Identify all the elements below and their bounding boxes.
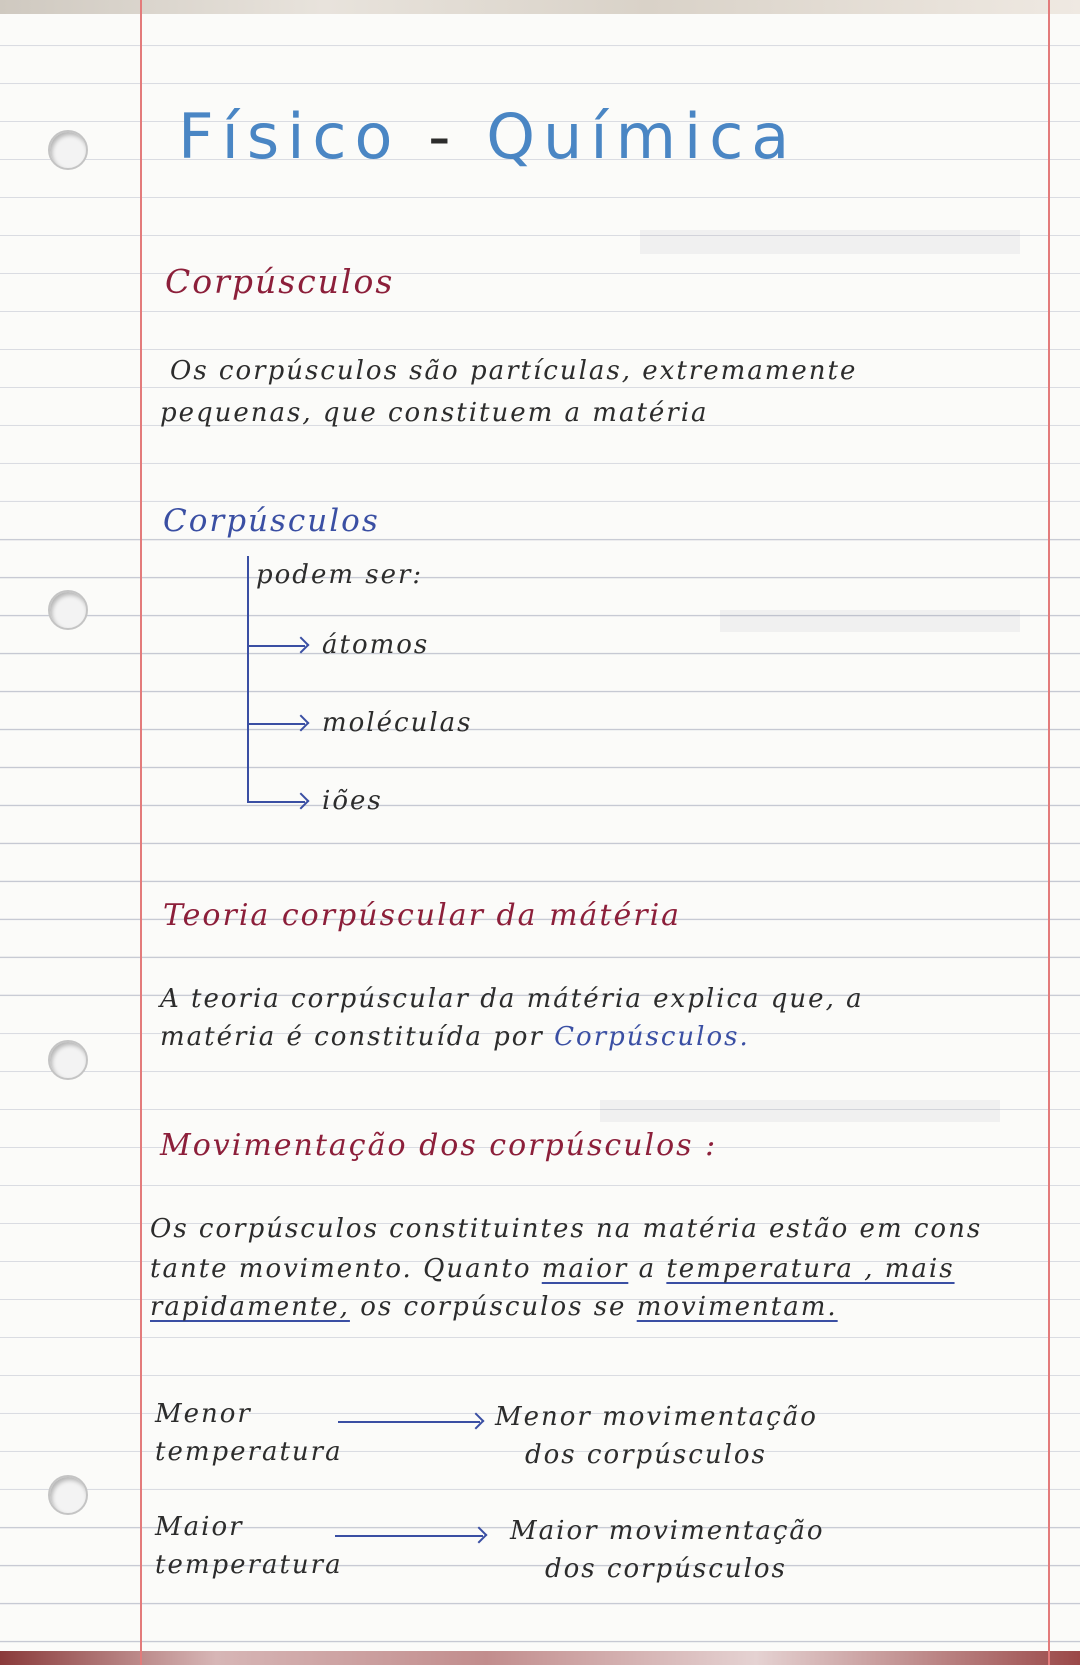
- right-margin-line: [1048, 0, 1050, 1665]
- relation-2-right-line-2: dos corpúsculos: [545, 1554, 787, 1584]
- relation-2-arrow: [335, 1535, 483, 1537]
- page-top-edge: [0, 0, 1080, 14]
- relation-2-right-line-1: Maior movimentação: [510, 1516, 825, 1546]
- teoria-line-2: [160, 1018, 750, 1056]
- bleed-through-mark: [640, 230, 1020, 254]
- section-heading-movimentacao: Movimentação dos corpúsculos :: [160, 1128, 718, 1163]
- relation-1-left-line-1: Menor: [155, 1399, 252, 1429]
- teoria-line-1: A teoria corpúscular da mátéria explica que, a: [160, 984, 864, 1014]
- section-heading-teoria: Teoria corpúscular da mátéria: [163, 898, 682, 933]
- binder-hole: [48, 130, 88, 170]
- movimento-line-2-a: a: [638, 1254, 657, 1284]
- movimento-line-3: [150, 1288, 838, 1326]
- title-left: Físico: [178, 100, 401, 173]
- definition-line-2: pequenas, que constituem a matéria: [160, 398, 709, 428]
- left-margin-line: [140, 0, 142, 1665]
- title-right: Química: [486, 100, 798, 173]
- page-bottom-edge: [0, 1651, 1080, 1665]
- movimento-keyword-maior: maior: [541, 1254, 629, 1284]
- tree-branch-arrow: [247, 801, 305, 803]
- relation-2-left-line-2: temperatura: [155, 1550, 343, 1580]
- movimento-line-1: Os corpúsculos constituintes na matéria estão em cons: [150, 1214, 983, 1244]
- relation-1-arrow: [338, 1421, 480, 1423]
- teoria-line-2-highlight: Corpúsculos.: [554, 1022, 750, 1052]
- relation-1-right-line-2: dos corpúsculos: [525, 1440, 767, 1470]
- tree-branch-arrow: [247, 645, 305, 647]
- relation-1-right-line-1: Menor movimentação: [495, 1402, 818, 1432]
- relation-2-left-line-1: Maior: [155, 1512, 244, 1542]
- binder-hole: [48, 1475, 88, 1515]
- relation-1-left-line-2: temperatura: [155, 1437, 343, 1467]
- bleed-through-mark: [600, 1100, 1000, 1122]
- section-heading-corpusculos-types: Corpúsculos: [163, 503, 380, 539]
- movimento-keyword-movimentam: movimentam.: [636, 1292, 838, 1322]
- bleed-through-mark: [720, 610, 1020, 632]
- tree-item-atomos: átomos: [322, 630, 430, 660]
- tree-intro: podem ser:: [256, 560, 424, 590]
- section-heading-corpusculos: Corpúsculos: [165, 262, 395, 301]
- tree-item-ioes: iões: [322, 786, 383, 816]
- page-title: [178, 100, 797, 173]
- title-dash: -: [428, 100, 459, 173]
- movimento-line-2: [150, 1250, 955, 1288]
- definition-line-1: Os corpúsculos são partículas, extremamente: [170, 356, 858, 386]
- binder-hole: [48, 590, 88, 630]
- tree-branch-arrow: [247, 723, 305, 725]
- movimento-line-3-text: os corpúsculos se: [360, 1292, 627, 1322]
- movimento-keyword-temperatura: temperatura , mais: [666, 1254, 955, 1284]
- tree-trunk: [247, 556, 249, 803]
- teoria-line-2-text: matéria é constituída por: [160, 1022, 544, 1052]
- binder-hole: [48, 1040, 88, 1080]
- movimento-line-2-text: tante movimento. Quanto: [150, 1254, 532, 1284]
- tree-item-moleculas: moléculas: [322, 708, 473, 738]
- movimento-keyword-rapidamente: rapidamente,: [150, 1292, 350, 1322]
